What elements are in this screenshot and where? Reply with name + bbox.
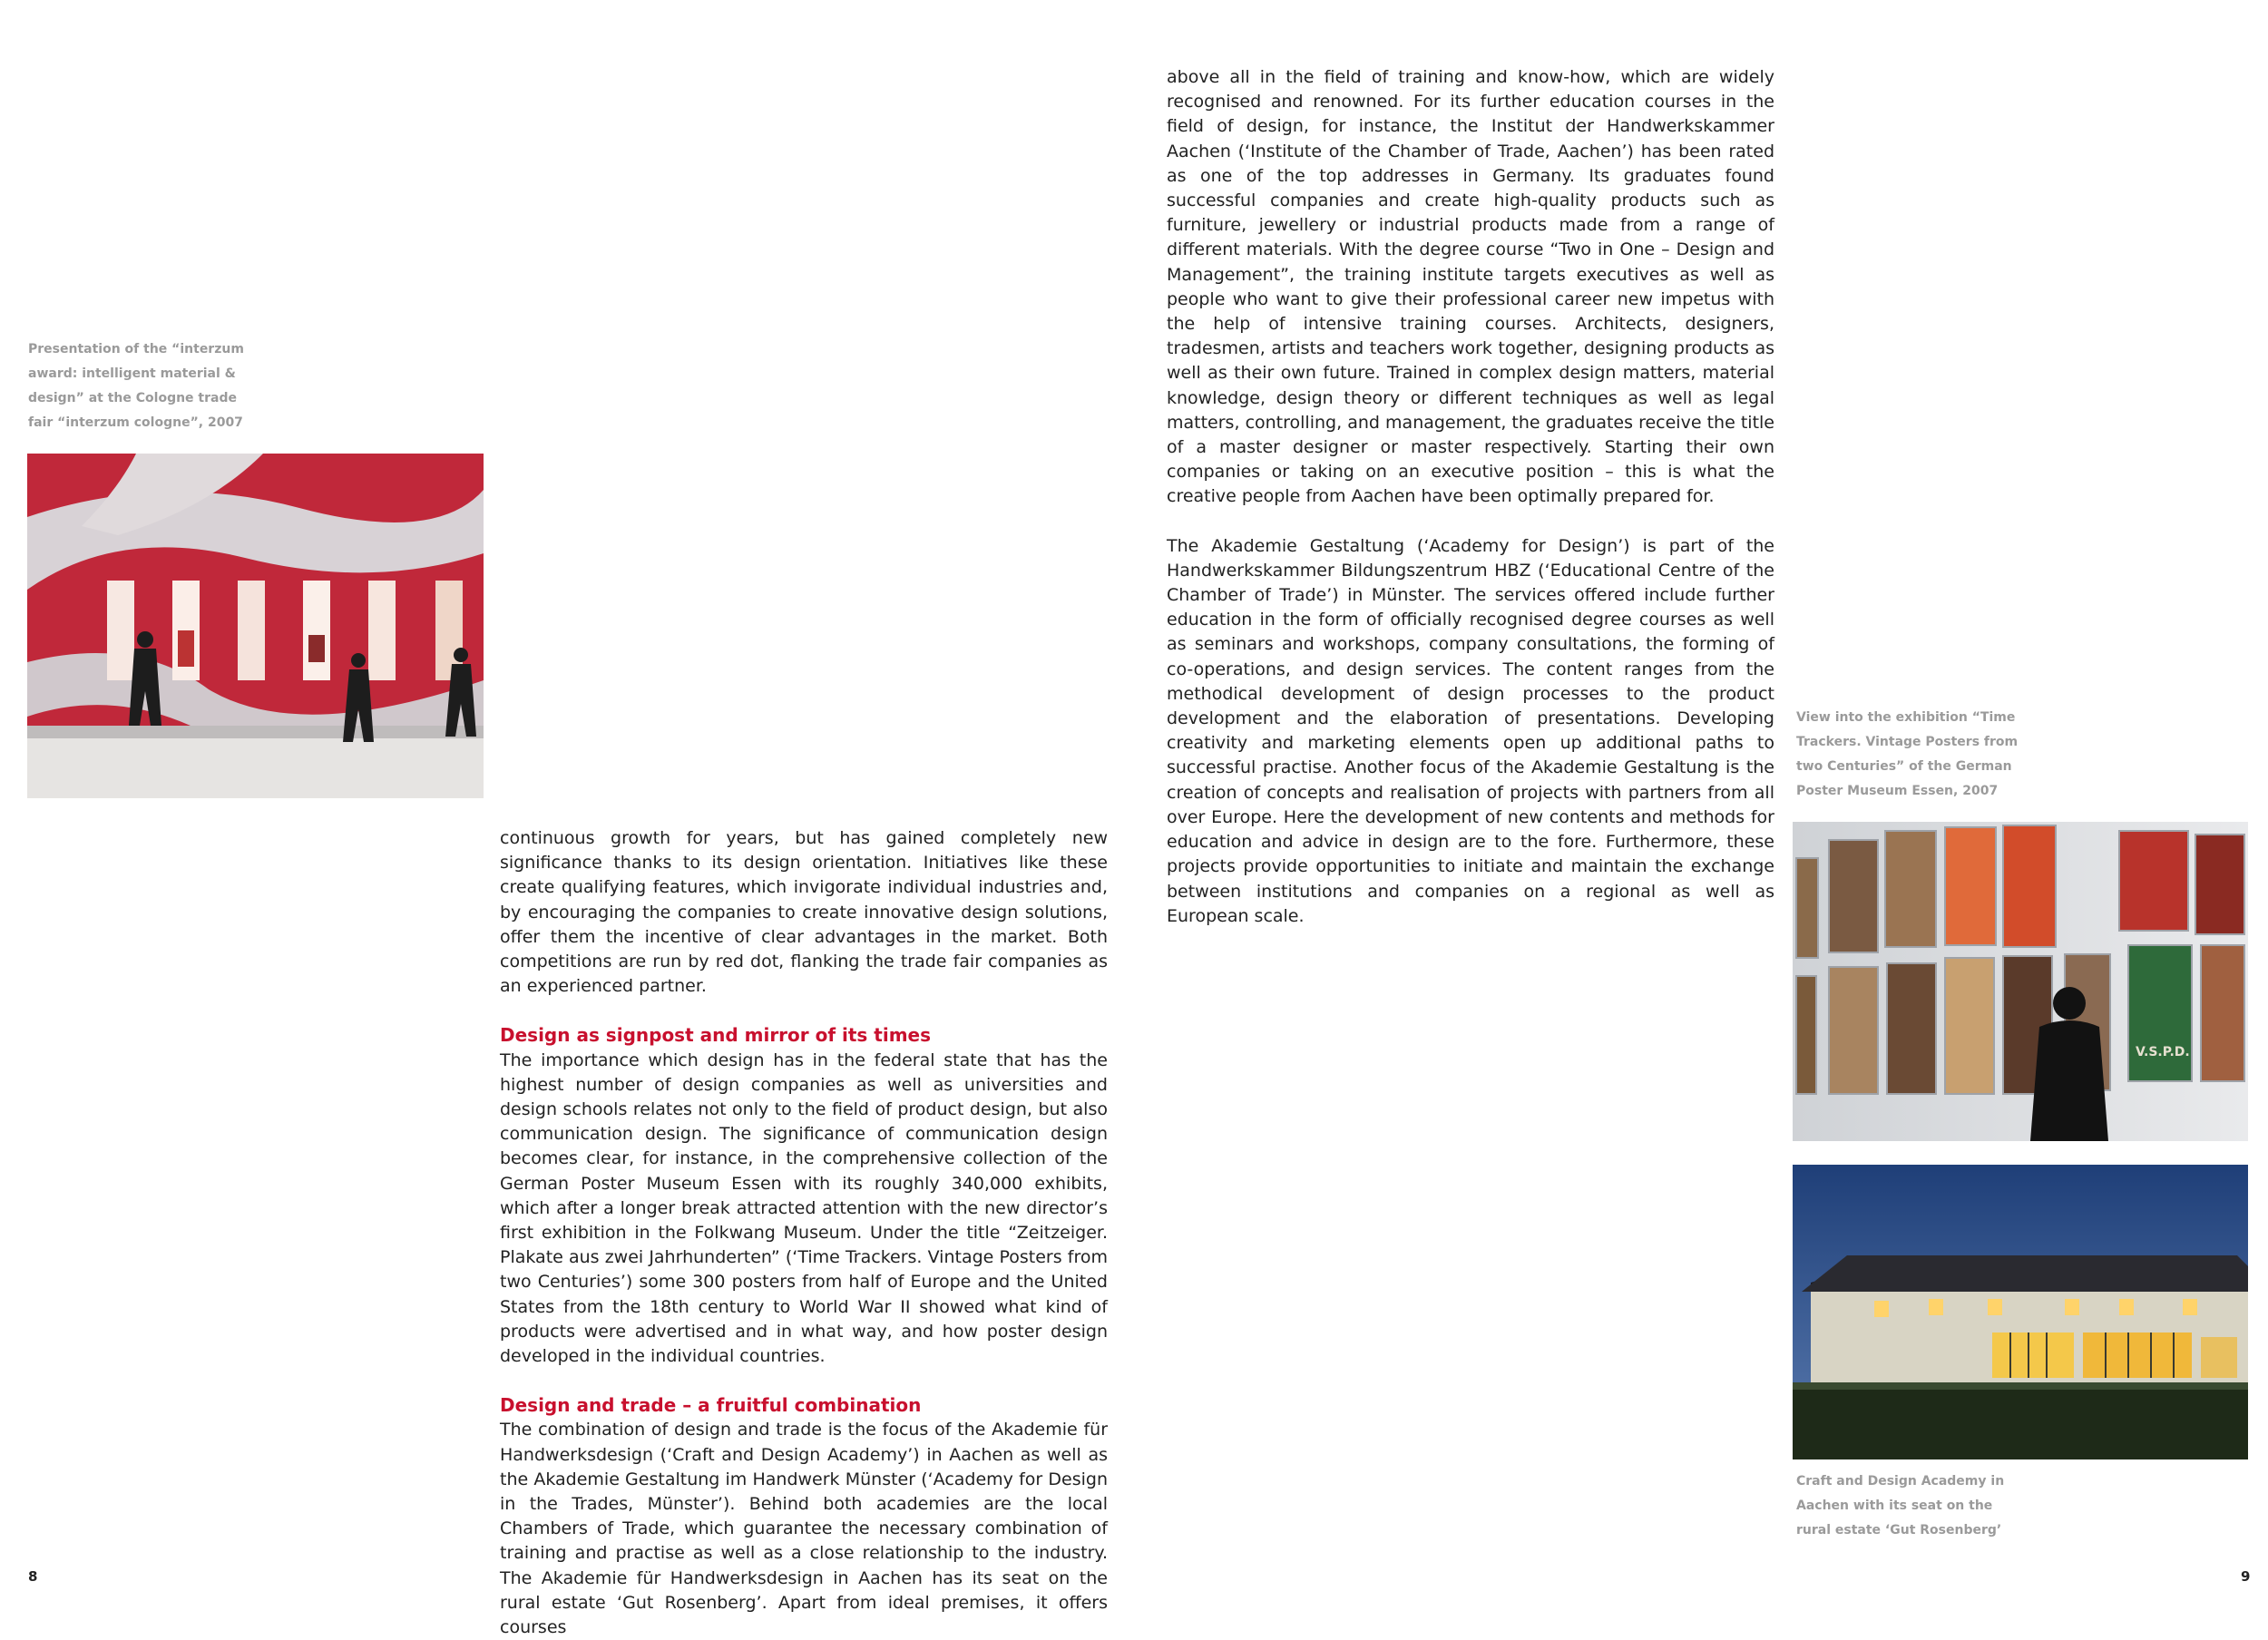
- poster-museum-illustration: [1793, 822, 2248, 1141]
- caption-line: Poster Museum Essen, 2007: [1796, 784, 1999, 798]
- caption-line: Trackers. Vintage Posters from: [1796, 735, 2019, 749]
- caption-line: award: intelligent material &: [28, 366, 236, 381]
- section-heading-signpost: Design as signpost and mirror of its times: [500, 1024, 932, 1047]
- caption-line: View into the exhibition “Time: [1796, 710, 2016, 725]
- page-number-right: 9: [2241, 1568, 2251, 1585]
- photo-interzum-exhibition: [27, 454, 484, 798]
- caption-line: Aachen with its seat on the: [1796, 1498, 1993, 1513]
- caption-line: Presentation of the “interzum: [28, 342, 244, 356]
- left-text-column: [500, 826, 1108, 1640]
- craft-academy-illustration: [1793, 1165, 2248, 1459]
- section-heading-trade: Design and trade – a fruitful combination: [500, 1394, 922, 1417]
- caption-line: Craft and Design Academy in: [1796, 1474, 2005, 1489]
- section-paragraph-signpost: The importance which design has in the federal state that has the highest number of design companies as well as universities and design schools relates not only to the field of product design, but also communication design. The significance of communication design becomes clear, for instance, in the comprehensive collection of the German Poster Museum Essen with its roughly 340,000 exhibits, which after a longer break attracted attention with the new director’s first exhibition in the Folkwang Museum. Under the title “Zeitzeiger. Plakate aus zwei Jahrhunderten” (‘Time Trackers. Vintage Posters from two Centuries’) some 300 posters from half of Europe and the United States from the 18th century to World War II showed what kind of products were advertised and in what way, and how poster design developed in the individual countries.: [500, 1049, 1108, 1367]
- intro-paragraph: continuous growth for years, but has gained completely new significance thanks to its design orientation. Initiatives like these create qualifying features, which invigorate individual industries and, by encouraging the companies to create innovative design solutions, offer them the incentive of clear advantages in the market. Both competitions are run by red dot, flanking the trade fair companies as an experienced partner.: [500, 828, 1108, 997]
- paragraph-akademie-gestaltung: The Akademie Gestaltung (‘Academy for Design’) is part of the Handwerkskammer Bildungszentrum HBZ (‘Educational Centre of the Chamber of Trade’) in Münster. The services offered include further education in the form of officially recognised degree courses as well as seminars and workshops, company consultations, the forming of co-operations, and design services. The content ranges from the methodical development of design processes to the product development and the elaboration of presentations. Developing creativity and marketing elements open up additional paths to successful practise. Another focus of the Akademie Gestaltung is the creation of concepts and realisation of projects with partners from all over Europe. Here the development of new contents and methods for education and advice in design are to the fore. Furthermore, these projects provide opportunities to initiate and maintain the exchange between institutions and companies on a regional as well as European scale.: [1167, 535, 1774, 926]
- poster-label: V.S.P.D.: [2136, 1045, 2190, 1059]
- caption-line: two Centuries” of the German: [1796, 759, 2012, 774]
- caption-line: rural estate ‘Gut Rosenberg’: [1796, 1523, 2002, 1538]
- photo-poster-museum: [1793, 822, 2248, 1141]
- page-number-left: 8: [28, 1568, 38, 1585]
- interzum-illustration: [27, 454, 484, 798]
- caption-line: fair “interzum cologne”, 2007: [28, 415, 243, 430]
- caption-interzum: [28, 337, 300, 435]
- caption-poster-exhibition: [1796, 706, 2032, 804]
- paragraph-aachen: above all in the field of training and know-how, which are widely recognised and renowned. For its further education courses in the field of design, for instance, the Institut der Handwerkskammer Aachen (‘Institute of the Chamber of Trade, Aachen’) has been rated as one of the top addresses in Germany. Its graduates found successful companies and create high-quality products such as furniture, jewellery or industrial products made from a range of different materials. With the degree course “Two in One – Design and Management”, the training institute targets executives as well as people who want to give their professional career new impetus with the help of intensive training courses. Architects, designers, tradesmen, artists and teachers work together, designing products as well as their own future. Trained in complex design matters, material knowledge, design theory or different techniques as well as legal matters, controlling, and management, the graduates receive the title of a master designer or master respectively. Starting their own companies or taking on an executive position – this is what the creative people from Aachen have been optimally prepared for.: [1167, 67, 1774, 507]
- caption-craft-academy: [1796, 1469, 2032, 1543]
- section-paragraph-trade: The combination of design and trade is the focus of the Akademie für Handwerksdesign (‘Craft and Design Academy’) in Aachen as well as the Akademie Gestaltung im Handwerk Münster (‘Academy for Design in the Trades, Münster’). Behind both academies are the local Chambers of Trade, which guarantee the necessary combination of training and practise as well as a close relationship to the industry. The Akademie für Handwerksdesign in Aachen has its seat on the rural estate ‘Gut Rosenberg’. Apart from ideal premises, it offers courses: [500, 1420, 1108, 1638]
- caption-line: design” at the Cologne trade: [28, 391, 237, 405]
- photo-craft-academy: [1793, 1165, 2248, 1459]
- right-text-column: [1167, 65, 1774, 929]
